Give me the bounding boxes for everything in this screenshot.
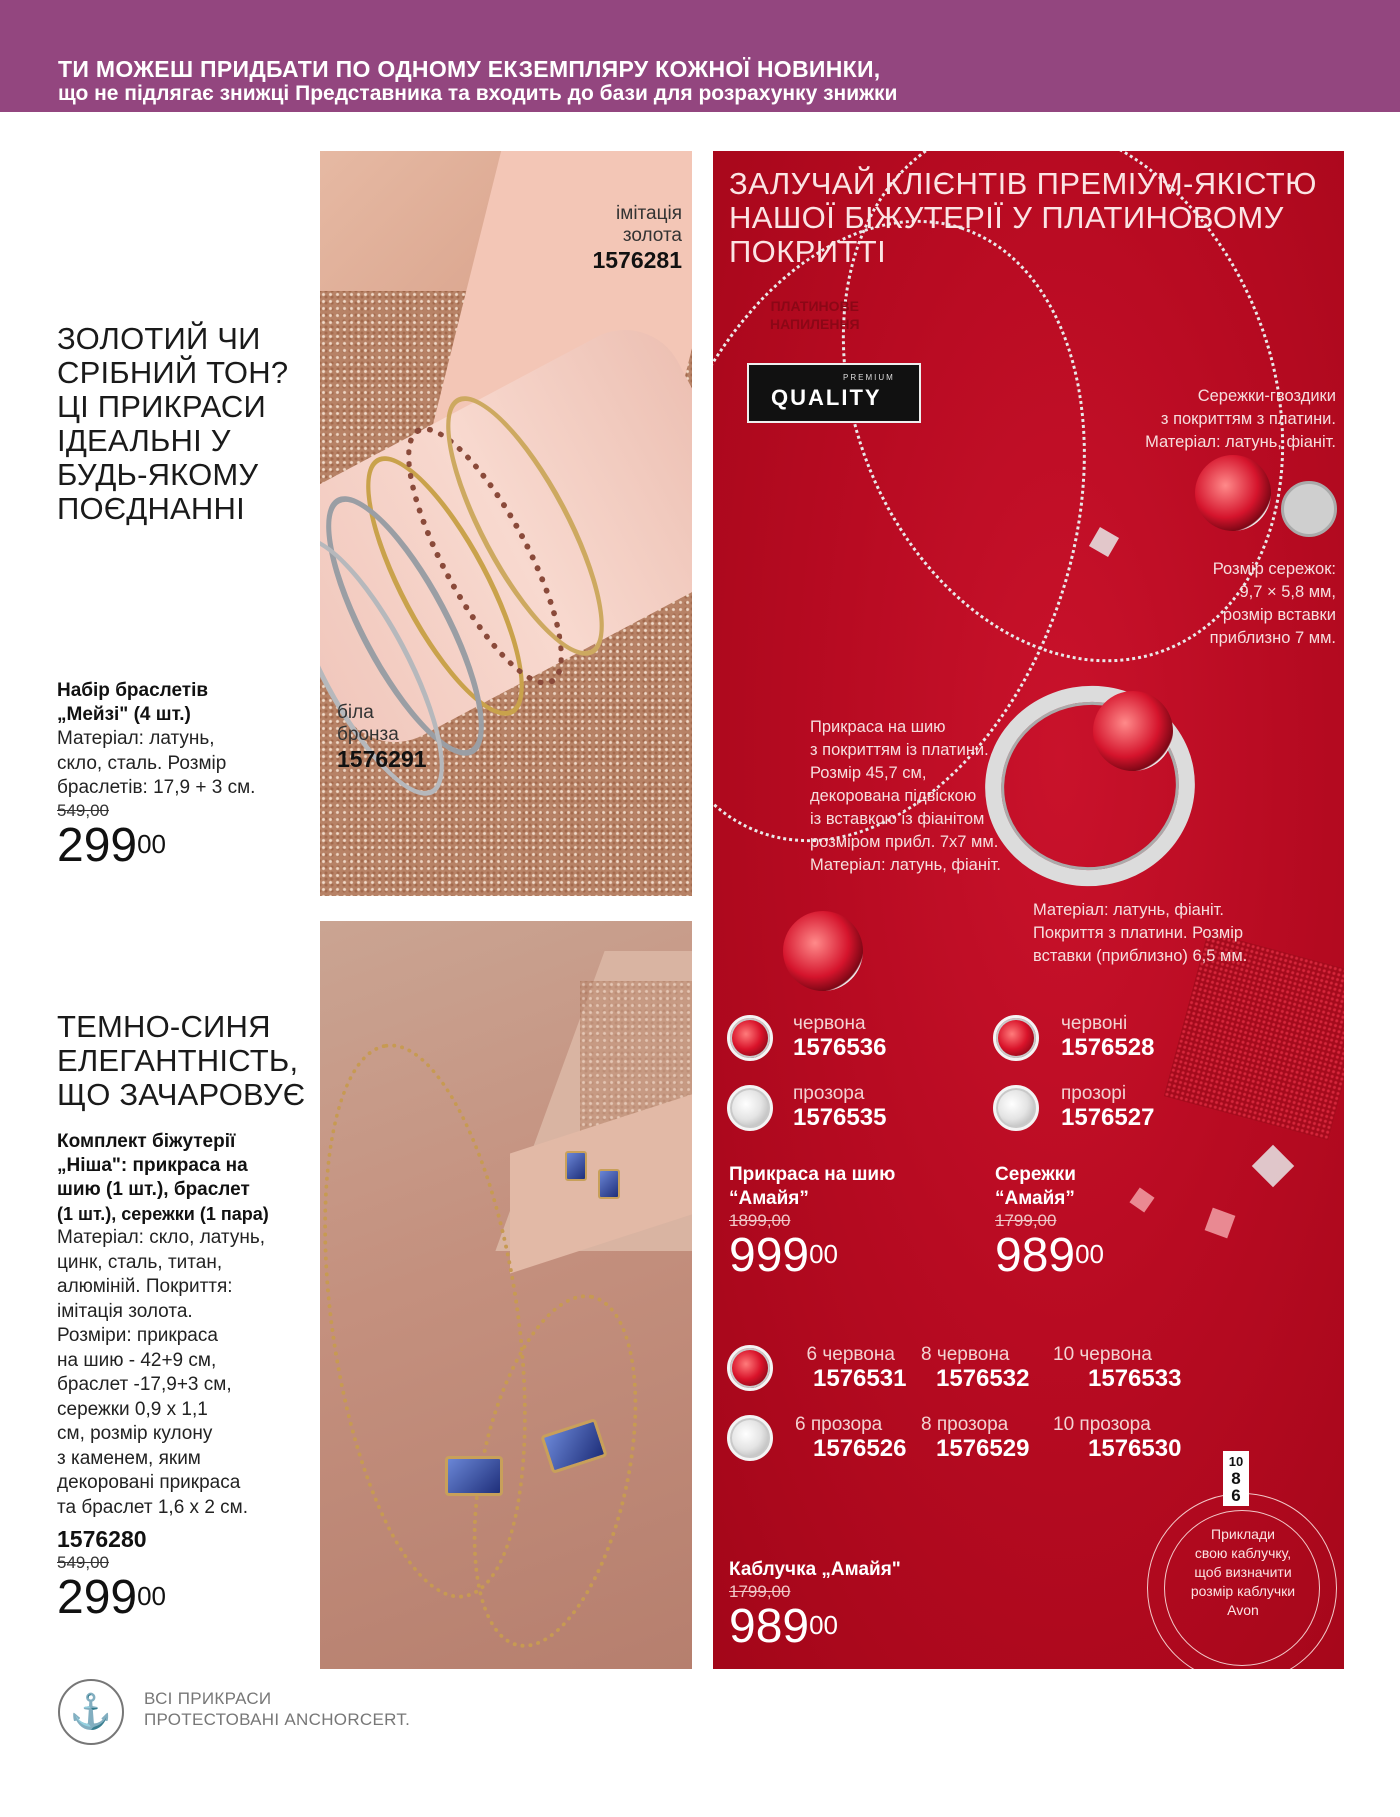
earrings-red-variant: [1061, 1013, 1154, 1061]
earrings-product: [995, 1163, 1104, 1281]
price-cents: 00: [137, 1581, 167, 1611]
gold-variant: [592, 203, 682, 274]
desc-line: Матеріал: латунь, фіаніт.: [1033, 901, 1224, 919]
nisha-set-info: [57, 1130, 315, 1623]
desc-line: Прикраса на шию: [810, 718, 946, 736]
product-description: декоровані прикраса: [57, 1472, 241, 1493]
anchor-icon: ⚓: [69, 1693, 113, 1731]
desc-line: Розмір сережок:: [1212, 560, 1336, 578]
panel-title: [729, 167, 1317, 269]
product-code: 1576280: [57, 1526, 147, 1552]
ring-stone: [1093, 691, 1173, 771]
ring-product: [729, 1558, 901, 1652]
desc-line: з покриттям із платини.: [810, 741, 989, 759]
product-name: Набір браслетів: [57, 680, 209, 701]
earrings-description: [1145, 385, 1336, 454]
price: [729, 1231, 895, 1281]
necklace-red-variant: [793, 1013, 886, 1061]
ring-size-mark: 8: [1231, 1469, 1241, 1488]
headline-line: ЕЛЕГАНТНІСТЬ,: [57, 1043, 299, 1078]
ring-red-size-8: [921, 1344, 1029, 1392]
variant-code: 1576530: [1088, 1435, 1182, 1462]
navy-earring: [598, 1169, 620, 1199]
red-stone-swatch: [727, 1345, 773, 1391]
necklace-clear-variant: [793, 1083, 886, 1131]
variant-label: 6 червона: [806, 1344, 895, 1365]
headline-line: БУДЬ-ЯКОМУ: [57, 457, 259, 492]
desc-line: декорована підвіскою: [810, 787, 977, 805]
headline-line: ЗОЛОТИЙ ЧИ: [57, 321, 261, 356]
variant-code: 1576535: [793, 1104, 887, 1131]
variant-label: 10 прозора: [1053, 1414, 1151, 1435]
confetti: [1205, 1208, 1236, 1239]
product-name: Комплект біжутерії: [57, 1131, 236, 1152]
clear-stone-swatch: [727, 1085, 773, 1131]
banner-line-2: що не підлягає знижці Представника та входить до бази для розрахунку знижки: [58, 82, 898, 105]
badge-quality-text: QUALITY: [771, 385, 882, 410]
desc-line: розміром прибл. 7x7 мм.: [810, 833, 999, 851]
platinum-label-line: ПЛАТИНОВЕ: [770, 298, 859, 314]
old-price: 549,00: [57, 800, 109, 820]
confetti: [1252, 1145, 1294, 1187]
variant-code: 1576533: [1088, 1365, 1182, 1392]
sizer-text-line: свою каблучку,: [1194, 1545, 1292, 1561]
variant-label: біла: [337, 702, 374, 723]
bracelets-photo: [320, 151, 692, 896]
product-description: Розміри: прикраса: [57, 1325, 218, 1346]
desc-line: Матеріал: латунь, фіаніт.: [810, 856, 1001, 874]
footer-line: ВСІ ПРИКРАСИ: [144, 1689, 272, 1708]
price: [57, 818, 307, 872]
desc-line: Матеріал: латунь, фіаніт.: [1145, 433, 1336, 451]
banner-line-1: ТИ МОЖЕШ ПРИДБАТИ ПО ОДНОМУ ЕКЗЕМПЛЯРУ КОЖНОЇ НОВИНКИ,: [58, 56, 881, 82]
price: [729, 1602, 901, 1652]
variant-label: золота: [622, 225, 682, 246]
desc-line: із вставкою із фіанітом: [810, 810, 985, 828]
product-description: з каменем, яким: [57, 1447, 201, 1469]
variant-label: 8 червона: [921, 1344, 1010, 1365]
product-name: шию (1 шт.), браслет: [57, 1179, 250, 1200]
price-cents: 00: [809, 1610, 839, 1640]
footer-line: ПРОТЕСТОВАНІ ANCHORCERT.: [144, 1710, 411, 1729]
variant-label: червона: [793, 1013, 866, 1034]
headline-line: СРІБНИЙ ТОН?: [57, 355, 289, 390]
nisha-set-photo: [320, 921, 692, 1669]
variant-label: прозора: [793, 1083, 865, 1104]
clear-stone-swatch: [727, 1415, 773, 1461]
variant-code: 1576527: [1061, 1104, 1155, 1131]
product-name: (1 шт.), сережки (1 пара): [57, 1204, 269, 1224]
ring-clear-size-8: [921, 1414, 1029, 1462]
variant-code: 1576536: [793, 1034, 887, 1061]
variant-code: 1576529: [936, 1435, 1030, 1462]
product-name: „Мейзі" (4 шт.): [57, 704, 191, 725]
variant-label: 10 червона: [1053, 1344, 1152, 1365]
premium-quality-badge: [747, 363, 921, 423]
desc-line: з покриттям з платини.: [1160, 410, 1336, 428]
product-description: браслетів: 17,9 + 3 см.: [57, 777, 256, 798]
section2-headline: [57, 1010, 305, 1112]
variant-label: прозорі: [1061, 1083, 1127, 1104]
headline-line: ТЕМНО-СИНЯ: [57, 1009, 271, 1044]
necklace-pendant: [783, 911, 863, 991]
earrings-size-description: [1210, 558, 1336, 650]
section1-headline: [57, 322, 288, 526]
old-price: 1899,00: [729, 1211, 791, 1230]
promo-banner: [0, 0, 1400, 112]
badge-premium-text: PREMIUM: [843, 373, 895, 382]
desc-line: 9,7 × 5,8 мм,: [1239, 583, 1336, 601]
variant-label: імітація: [616, 203, 682, 224]
red-stone-swatch: [993, 1015, 1039, 1061]
product-description: Матеріал: латунь,: [57, 728, 215, 749]
ring-description: [1033, 899, 1247, 968]
earrings-clear-variant: [1061, 1083, 1154, 1131]
product-description: та браслет 1,6 x 2 см.: [57, 1496, 249, 1518]
price-main: 999: [729, 1229, 810, 1282]
variant-label: 6 прозора: [795, 1414, 883, 1435]
ring-red-size-10: [1053, 1344, 1181, 1392]
platinum-label-line: НАПИЛЕННЯ: [770, 316, 860, 332]
panel-title-line: ПОКРИТТІ: [729, 234, 887, 269]
variant-code: 1576291: [337, 746, 427, 772]
ring-red-size-6: [795, 1344, 906, 1392]
desc-line: Покриття з платини. Розмір: [1033, 924, 1244, 942]
product-description: см, розмір кулону: [57, 1423, 213, 1444]
silver-variant: [337, 702, 427, 773]
navy-pendant: [445, 1456, 503, 1496]
price-cents: 00: [809, 1239, 839, 1269]
price-main: 989: [995, 1229, 1076, 1282]
price-main: 299: [57, 1571, 138, 1624]
sizer-text-line: Приклади: [1211, 1526, 1275, 1542]
product-name: “Амайя”: [995, 1188, 1075, 1209]
old-price: 1799,00: [729, 1582, 791, 1601]
ring-clear-size-10: [1053, 1414, 1181, 1462]
old-price: 549,00: [57, 1553, 109, 1572]
headline-line: ПОЄДНАННІ: [57, 491, 245, 526]
necklace-description: [810, 716, 1001, 877]
product-name: Каблучка „Амайя": [729, 1559, 901, 1580]
variant-label: бронза: [337, 724, 399, 745]
sizer-text-line: щоб визначити: [1194, 1564, 1292, 1580]
variant-label: 8 прозора: [921, 1414, 1009, 1435]
price-cents: 00: [137, 828, 167, 859]
confetti: [1129, 1187, 1154, 1212]
product-name: Прикраса на шию: [729, 1164, 896, 1185]
price: [57, 1573, 315, 1623]
ring-sizer-text: [1168, 1525, 1318, 1620]
desc-line: Сережки-гвоздики: [1197, 387, 1336, 405]
variant-label: червоні: [1061, 1013, 1128, 1034]
sizer-text-line: розмір каблучки: [1190, 1583, 1296, 1599]
variant-code: 1576281: [592, 247, 682, 273]
product-description: на шию - 42+9 см,: [57, 1349, 217, 1371]
stud-earring: [1195, 455, 1271, 531]
product-description: сережки 0,9 x 1,1: [57, 1398, 208, 1420]
price-cents: 00: [1075, 1239, 1105, 1269]
variant-code: 1576526: [813, 1435, 907, 1462]
ring-size-mark: 10: [1228, 1454, 1244, 1469]
bracelet-set-info: [57, 679, 307, 871]
sizer-text-line: Avon: [1227, 1602, 1259, 1618]
ring-size-mark: 6: [1231, 1486, 1241, 1505]
desc-line: розмір вставки: [1222, 606, 1336, 624]
variant-code: 1576528: [1061, 1034, 1155, 1061]
stud-earring-back: [1281, 481, 1337, 537]
desc-line: вставки (приблизно) 6,5 мм.: [1033, 947, 1248, 965]
price: [995, 1231, 1104, 1281]
price-main: 989: [729, 1600, 810, 1653]
ring-clear-size-6: [795, 1414, 906, 1462]
red-stone-swatch: [727, 1015, 773, 1061]
product-description: алюміній. Покриття:: [57, 1276, 233, 1297]
price-main: 299: [57, 818, 138, 872]
product-description: Матеріал: скло, латунь,: [57, 1227, 266, 1248]
ring-size-scale: [1223, 1451, 1249, 1506]
product-description: імітація золота.: [57, 1300, 193, 1322]
product-description: скло, сталь. Розмір: [57, 752, 227, 774]
anchorcert-note: [144, 1688, 410, 1730]
navy-earring: [565, 1151, 587, 1181]
product-description: цинк, сталь, титан,: [57, 1251, 223, 1273]
necklace-product: [729, 1163, 895, 1281]
product-name: „Ніша": прикраса на: [57, 1155, 248, 1176]
desc-line: приблизно 7 мм.: [1209, 629, 1336, 647]
headline-line: ІДЕАЛЬНІ У: [57, 423, 231, 458]
product-name: “Амайя”: [729, 1188, 809, 1209]
variant-code: 1576531: [813, 1365, 907, 1392]
headline-line: ЩО ЗАЧАРОВУЄ: [57, 1077, 306, 1112]
platinum-collection-panel: [713, 151, 1344, 1669]
desc-line: Розмір 45,7 см,: [810, 764, 927, 782]
panel-title-line: НАШОЇ БІЖУТЕРІЇ У ПЛАТИНОВОМУ: [729, 200, 1284, 235]
panel-title-line: ЗАЛУЧАЙ КЛІЄНТІВ ПРЕМІУМ-ЯКІСТЮ: [729, 166, 1317, 201]
anchorcert-anchor-icon: [58, 1679, 124, 1745]
product-description: браслет -17,9+3 см,: [57, 1374, 232, 1395]
product-name: Сережки: [995, 1164, 1076, 1185]
platinum-label: [770, 297, 860, 333]
headline-line: ЦІ ПРИКРАСИ: [57, 389, 266, 424]
old-price: 1799,00: [995, 1211, 1057, 1230]
variant-code: 1576532: [936, 1365, 1030, 1392]
clear-stone-swatch: [993, 1085, 1039, 1131]
